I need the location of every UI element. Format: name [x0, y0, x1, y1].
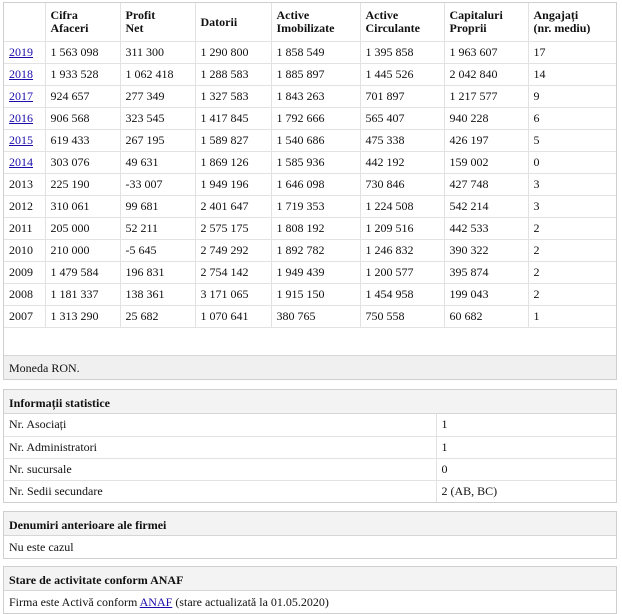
value-cell: 1 217 577 — [444, 85, 528, 107]
value-cell: 52 211 — [120, 217, 195, 239]
stat-row — [4, 414, 616, 436]
stat-label: Nr. sucursale — [4, 458, 436, 480]
value-cell: 1 949 196 — [195, 173, 271, 195]
value-cell: 1 224 508 — [360, 195, 444, 217]
financials-body — [4, 41, 616, 327]
value-cell: 940 228 — [444, 107, 528, 129]
value-cell: 17 — [528, 41, 616, 63]
value-cell: 138 361 — [120, 283, 195, 305]
statistics-panel — [3, 389, 617, 503]
year-label: 2013 — [9, 176, 33, 191]
value-cell: 3 171 065 — [195, 283, 271, 305]
year-cell — [4, 85, 45, 107]
value-cell: 1 892 782 — [271, 239, 360, 261]
value-cell: 2 754 142 — [195, 261, 271, 283]
year-cell — [4, 239, 45, 261]
anaf-status-suffix: (stare actualizată la 01.05.2020) — [172, 595, 329, 609]
table-row — [4, 129, 616, 151]
value-cell: 2 — [528, 217, 616, 239]
year-link[interactable]: 2018 — [9, 66, 33, 81]
value-cell: 1 949 439 — [271, 261, 360, 283]
currency-note: Moneda RON. — [4, 355, 616, 379]
value-cell: 380 765 — [271, 305, 360, 327]
statistics-table — [4, 414, 616, 502]
value-cell: 427 748 — [444, 173, 528, 195]
value-cell: 542 214 — [444, 195, 528, 217]
value-cell: 1 869 126 — [195, 151, 271, 173]
value-cell: -33 007 — [120, 173, 195, 195]
value-cell: 1 — [528, 305, 616, 327]
value-cell: 395 874 — [444, 261, 528, 283]
anaf-status-title: Stare de activitate conform ANAF — [4, 567, 616, 591]
value-cell: 311 300 — [120, 41, 195, 63]
value-cell: 310 061 — [45, 195, 120, 217]
stat-value: 1 — [436, 414, 616, 436]
value-cell: 565 407 — [360, 107, 444, 129]
anaf-status-panel — [3, 566, 617, 614]
table-row — [4, 151, 616, 173]
year-label: 2010 — [9, 242, 33, 257]
column-header-5: Active Circulante — [360, 3, 444, 41]
year-cell — [4, 305, 45, 327]
stat-value: 1 — [436, 436, 616, 458]
column-header-3: Datorii — [195, 3, 271, 41]
value-cell: 9 — [528, 85, 616, 107]
value-cell: 49 631 — [120, 151, 195, 173]
value-cell: 1 843 263 — [271, 85, 360, 107]
value-cell: 2 — [528, 261, 616, 283]
value-cell: -5 645 — [120, 239, 195, 261]
anaf-link[interactable]: ANAF — [139, 595, 173, 609]
stat-row — [4, 436, 616, 458]
table-row — [4, 239, 616, 261]
year-cell — [4, 63, 45, 85]
value-cell: 210 000 — [45, 239, 120, 261]
value-cell: 323 545 — [120, 107, 195, 129]
column-header-2: Profit Net — [120, 3, 195, 41]
value-cell: 2 749 292 — [195, 239, 271, 261]
table-row — [4, 63, 616, 85]
value-cell: 3 — [528, 195, 616, 217]
stat-label: Nr. Asociați — [4, 414, 436, 436]
financials-panel — [3, 2, 617, 380]
value-cell: 1 313 290 — [45, 305, 120, 327]
value-cell: 2 401 647 — [195, 195, 271, 217]
stat-value: 0 — [436, 458, 616, 480]
financials-table — [4, 3, 616, 328]
value-cell: 1 327 583 — [195, 85, 271, 107]
anaf-status-text — [4, 591, 616, 613]
year-cell — [4, 41, 45, 63]
value-cell: 1 290 800 — [195, 41, 271, 63]
value-cell: 1 589 827 — [195, 129, 271, 151]
year-label: 2011 — [9, 220, 33, 235]
value-cell: 2 — [528, 239, 616, 261]
value-cell: 205 000 — [45, 217, 120, 239]
year-cell — [4, 107, 45, 129]
table-row — [4, 173, 616, 195]
year-label: 2012 — [9, 198, 33, 213]
value-cell: 2 042 840 — [444, 63, 528, 85]
value-cell: 701 897 — [360, 85, 444, 107]
value-cell: 1 417 845 — [195, 107, 271, 129]
value-cell: 1 585 936 — [271, 151, 360, 173]
value-cell: 924 657 — [45, 85, 120, 107]
table-row — [4, 41, 616, 63]
previous-names-panel — [3, 511, 617, 559]
value-cell: 1 792 666 — [271, 107, 360, 129]
previous-names-title: Denumiri anterioare ale firmei — [4, 512, 616, 536]
value-cell: 14 — [528, 63, 616, 85]
financials-header-row — [4, 3, 616, 41]
value-cell: 25 682 — [120, 305, 195, 327]
value-cell: 1 181 337 — [45, 283, 120, 305]
value-cell: 1 070 641 — [195, 305, 271, 327]
column-header-7: Angajați (nr. mediu) — [528, 3, 616, 41]
value-cell: 1 445 526 — [360, 63, 444, 85]
year-link[interactable]: 2019 — [9, 44, 33, 59]
stat-row — [4, 480, 616, 502]
year-cell — [4, 173, 45, 195]
value-cell: 60 682 — [444, 305, 528, 327]
value-cell: 99 681 — [120, 195, 195, 217]
value-cell: 2 575 175 — [195, 217, 271, 239]
value-cell: 1 915 150 — [271, 283, 360, 305]
value-cell: 619 433 — [45, 129, 120, 151]
value-cell: 1 885 897 — [271, 63, 360, 85]
value-cell: 390 322 — [444, 239, 528, 261]
year-link[interactable]: 2017 — [9, 88, 33, 103]
value-cell: 1 454 958 — [360, 283, 444, 305]
value-cell: 730 846 — [360, 173, 444, 195]
column-header-0 — [4, 3, 45, 41]
year-label: 2009 — [9, 264, 33, 279]
value-cell: 5 — [528, 129, 616, 151]
value-cell: 906 568 — [45, 107, 120, 129]
table-row — [4, 195, 616, 217]
table-row — [4, 283, 616, 305]
stat-row — [4, 458, 616, 480]
year-cell — [4, 261, 45, 283]
table-row — [4, 107, 616, 129]
value-cell: 442 192 — [360, 151, 444, 173]
anaf-status-prefix: Firma este Activă conform — [9, 595, 140, 609]
value-cell: 303 076 — [45, 151, 120, 173]
value-cell: 2 — [528, 283, 616, 305]
value-cell: 475 338 — [360, 129, 444, 151]
value-cell: 1 719 353 — [271, 195, 360, 217]
column-header-1: Cifra Afaceri — [45, 3, 120, 41]
statistics-title: Informații statistice — [4, 390, 616, 414]
stat-label: Nr. Administratori — [4, 436, 436, 458]
year-label: 2008 — [9, 286, 33, 301]
table-row — [4, 305, 616, 327]
year-label: 2007 — [9, 308, 33, 323]
value-cell: 426 197 — [444, 129, 528, 151]
value-cell: 750 558 — [360, 305, 444, 327]
value-cell: 1 200 577 — [360, 261, 444, 283]
value-cell: 1 288 583 — [195, 63, 271, 85]
value-cell: 1 808 192 — [271, 217, 360, 239]
value-cell: 196 831 — [120, 261, 195, 283]
year-cell — [4, 151, 45, 173]
stat-value: 2 (AB, BC) — [441, 483, 498, 498]
value-cell: 1 246 832 — [360, 239, 444, 261]
value-cell: 1 540 686 — [271, 129, 360, 151]
stat-label: Nr. Sedii secundare — [4, 480, 436, 502]
value-cell: 1 479 584 — [45, 261, 120, 283]
value-cell: 1 858 549 — [271, 41, 360, 63]
year-link[interactable]: 2014 — [9, 154, 33, 169]
column-header-4: Active Imobilizate — [271, 3, 360, 41]
value-cell: 0 — [528, 151, 616, 173]
value-cell: 1 646 098 — [271, 173, 360, 195]
column-header-6: Capitaluri Proprii — [444, 3, 528, 41]
value-cell: 6 — [528, 107, 616, 129]
value-cell: 1 209 516 — [360, 217, 444, 239]
value-cell: 1 395 858 — [360, 41, 444, 63]
value-cell: 1 563 098 — [45, 41, 120, 63]
value-cell: 1 963 607 — [444, 41, 528, 63]
year-cell — [4, 129, 45, 151]
table-row — [4, 261, 616, 283]
value-cell: 277 349 — [120, 85, 195, 107]
value-cell: 199 043 — [444, 283, 528, 305]
year-link[interactable]: 2016 — [9, 110, 33, 125]
value-cell: 225 190 — [45, 173, 120, 195]
year-link[interactable]: 2015 — [9, 132, 33, 147]
table-row — [4, 85, 616, 107]
year-cell — [4, 217, 45, 239]
value-cell: 3 — [528, 173, 616, 195]
value-cell: 442 533 — [444, 217, 528, 239]
year-cell — [4, 195, 45, 217]
year-cell — [4, 283, 45, 305]
value-cell: 159 002 — [444, 151, 528, 173]
table-row — [4, 217, 616, 239]
value-cell: 1 933 528 — [45, 63, 120, 85]
previous-names-text: Nu este cazul — [9, 540, 74, 554]
value-cell: 1 062 418 — [120, 63, 195, 85]
value-cell: 267 195 — [120, 129, 195, 151]
